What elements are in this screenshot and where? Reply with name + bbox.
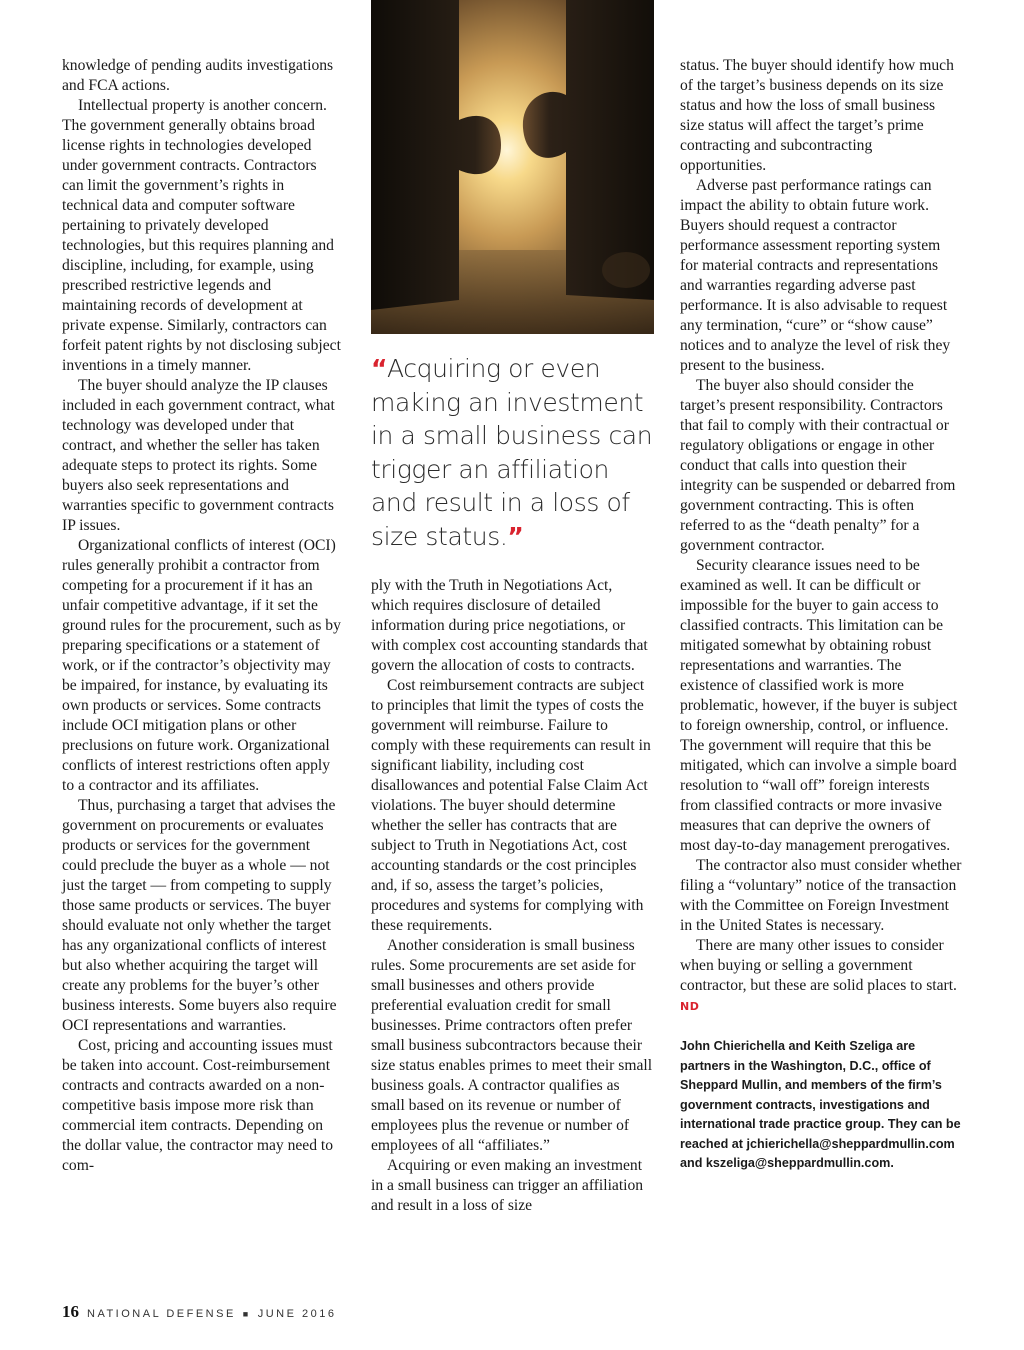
paragraph: ply with the Truth in Negotiations Act, which requires disclosure of detailed information during price negotiations, or with complex cost accounting standards that govern the allocation of costs to contracts.: [371, 577, 648, 674]
page-footer: [62, 1302, 337, 1322]
article-column-3: [680, 56, 962, 1174]
paragraph: Cost reimbursement contracts are subject to principles that limit the types of costs the government will reimburse. Failure to comply with these requirements can result in significant liability, including cost disallowances and potential False Claim Act violations. The buyer should determine whether the seller has contracts that are subject to Truth in Negotiations Act, cost accounting standards or the cost principles and, if so, assess the target’s policies, procedures and systems for complying with these requirements.: [371, 677, 651, 934]
puzzle-photo-image: [371, 0, 654, 334]
paragraph: Intellectual property is another concern. The government generally obtains broad license rights in technologies developed under government contracts. Contractors can limit the government’s rights in technical data and computer software pertaining to privately developed technologies, but this requires planning and discipline, including, for example, using prescribed restrictive legends and maintaining records of development at private expense. Similarly, contractors can forfeit patent rights by not disclosing subject inventions in a timely manner.: [62, 97, 341, 374]
issue-date: JUNE 2016: [257, 1308, 337, 1320]
paragraph: Organizational conflicts of interest (OCI) rules generally prohibit a contractor from competing for a procurement if it has an unfair competitive advantage, if it set the ground rules for the procurement, such as by preparing specifications or a statement of work, or if the contractor’s objectivity may be impaired, for instance, by evaluating its own products or services. Some contracts include OCI mitigation plans or other preclusions on future work. Organizational conflicts of interest restrictions often apply to a contractor and its affiliates.: [62, 537, 341, 794]
author-bio: John Chierichella and Keith Szeliga are partners in the Washington, D.C., office of Sheppard Mullin, and members of the firm’s government contracts, investigations and international trade practice group. They can be reached at jchierichella@sheppardmullin.com and kszeliga@sheppardmullin.com.: [680, 1039, 961, 1170]
paragraph: Acquiring or even making an investment in a small business can trigger an affiliation and result in a loss of size: [371, 1157, 644, 1214]
paragraph: Another consideration is small business rules. Some procurements are set aside for small businesses and others provide preferential evaluation credit for small businesses. Prime contractors often prefer small business subcontractors because their size status enables primes to meet their small business goals. A contractor qualifies as small based on its revenue or number of employees plus the revenue or number of employees of all “affiliates.”: [371, 937, 653, 1154]
paragraph-text: There are many other issues to consider when buying or selling a government contractor, but these are solid places to start.: [680, 937, 957, 994]
paragraph-final: [680, 936, 962, 1017]
paragraph: Security clearance issues need to be examined as well. It can be difficult or impossible for the buyer to gain access to classified contracts. This limitation can be mitigated somewhat by obtaining robust representations and warranties. The existence of classified work is more problematic, however, if the buyer is subject to foreign ownership, control, or influence. The government will require that this be mitigated, which can involve a simple board resolution to “wall off” foreign interests from classified contracts or more invasive measures that can deprive the owners of most day-to-day management prerogatives.: [680, 557, 958, 854]
close-quote-mark: ”: [507, 521, 524, 551]
open-quote-mark: “: [371, 354, 388, 383]
paragraph: Cost, pricing and accounting issues must be taken into account. Cost-reimbursement contracts and contracts awarded on a non-competitive basis impose more risk than commercial item contracts. Depending on the dollar value, the contractor may need to com-: [62, 1037, 334, 1174]
paragraph: The buyer should analyze the IP clauses included in each government contract, what technology was developed under that contract, and whether the seller has taken adequate steps to protect its rights. Some buyers also seek representations and warranties specific to government contracts IP issues.: [62, 377, 335, 534]
footer-separator-icon: ■: [242, 1309, 251, 1319]
puzzle-pieces-photo: [371, 0, 654, 334]
paragraph: The contractor also must consider whether filing a “voluntary” notice of the transaction with the Committee on Foreign Investment in the United States is necessary.: [680, 857, 962, 934]
end-mark: ND: [680, 1000, 700, 1013]
pull-quote-text: Acquiring or even making an investment in a small business can trigger an affiliation and result in a loss of size status.: [371, 354, 653, 551]
paragraph: The buyer also should consider the target’s present responsibility. Contractors that fail to comply with their contractual or regulatory obligations or engage in other conduct that calls into question their integrity can be suspended or debarred from government contracting. This is often referred to as the “death penalty” for a government contractor.: [680, 377, 956, 554]
publication-name: NATIONAL DEFENSE: [87, 1308, 236, 1320]
paragraph: status. The buyer should identify how much of the target’s business depends on its size status and how the loss of small business size status will affect the target’s prime contracting and subcontracting opportunities.: [680, 57, 954, 174]
paragraph: Adverse past performance ratings can impact the ability to obtain future work. Buyers should request a contractor performance assessment reporting system for material contracts and representations and warranties regarding adverse past performance. It is also advisable to request any termination, “cure” or “show cause” notices and to analyze the level of risk they present to the business.: [680, 177, 951, 374]
paragraph: Thus, purchasing a target that advises the government on procurements or evaluates products or services for the government could preclude the buyer as a whole — not just the target — from competing to supply those same products or services. The buyer should evaluate not only whether the target has any organizational conflicts of interest but also whether acquiring the target will create any problems for the buyer’s other business interests. Some buyers also require OCI representations and warranties.: [62, 797, 337, 1034]
pull-quote: [371, 352, 654, 554]
article-column-1: [62, 56, 342, 1176]
page-number: 16: [62, 1302, 79, 1321]
paragraph: knowledge of pending audits investigations and FCA actions.: [62, 57, 334, 94]
article-column-2: [371, 576, 654, 1216]
